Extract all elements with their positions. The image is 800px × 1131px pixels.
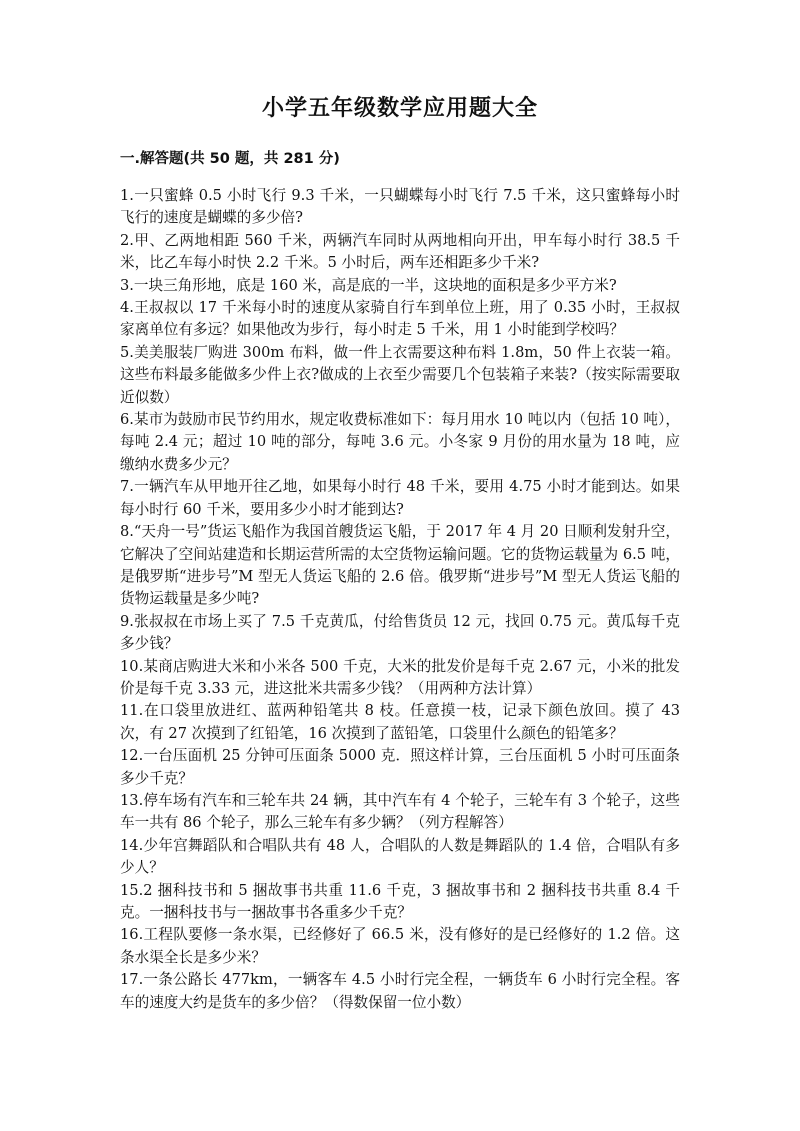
question-item: 3.一块三角形地，底是 160 米，高是底的一半，这块地的面积是多少平方米? — [120, 276, 617, 294]
question-item: 11.在口袋里放进红、蓝两种铅笔共 8 枝。任意摸一枝，记录下颜色放回。摸了 43 次，有 27 次摸到了红铅笔，16 次摸到了蓝铅笔，口袋里什么颜色的铅笔多？ — [120, 702, 680, 742]
question-item: 1.一只蜜蜂 0.5 小时飞行 9.3 千米，一只蝴蝶每小时飞行 7.5 千米，这只蜜蜂每小时飞行的速度是蝴蝶的多少倍? — [120, 187, 680, 227]
question-item: 13.停车场有汽车和三轮车共 24 辆，其中汽车有 4 个轮子，三轮车有 3 个轮子，这些车一共有 86 个轮子，那么三轮车有多少辆？（列方程解答） — [120, 791, 680, 832]
question-item: 6.某市为鼓励市民节约用水，规定收费标准如下：每月用水 10 吨以内（包括 10 吨），每吨 2.4 元；超过 10 吨的部分，每吨 3.6 元。小冬家 9 月份的用水量为 18 吨，应缴纳水费多少元？ — [120, 411, 680, 473]
question-item: 12.一台压面机 25 分钟可压面条 5000 克．照这样计算，三台压面机 5 小时可压面条多少千克？ — [120, 747, 680, 787]
section-heading: 一.解答题(共 50 题，共 281 分) — [120, 151, 340, 167]
question-item: 10.某商店购进大米和小米各 500 千克，大米的批发价是每千克 2.67 元，小米的批发价是每千克 3.33 元，进这批米共需多少钱？（用两种方法计算） — [120, 657, 680, 697]
question-list — [120, 185, 680, 1014]
question-item: 8.“天舟一号”货运飞船作为我国首艘货运飞船，于 2017 年 4 月 20 日顺利发射升空，它解决了空间站建造和长期运营所需的太空货物运输问题。它的货物运载量为 6.5 吨，是俄罗斯“进步号”M 型无人货运飞船的 2.6 倍。俄罗斯“进步号”M 型无人货运飞船的货物运载量是多少吨? — [120, 523, 680, 608]
question-item: 15.2 捆科技书和 5 捆故事书共重 11.6 千克，3 捆故事书和 2 捆科技书共重 8.4 千克。一捆科技书与一捆故事书各重多少千克？ — [120, 881, 680, 921]
question-item: 2.甲、乙两地相距 560 千米，两辆汽车同时从两地相向开出，甲车每小时行 38.5 千米，比乙车每小时快 2.2 千米。5 小时后，两车还相距多少千米? — [120, 231, 680, 272]
question-item: 17.一条公路长 477km，一辆客车 4.5 小时行完全程，一辆货车 6 小时行完全程。客车的速度大约是货车的多少倍？（得数保留一位小数） — [120, 971, 680, 1011]
question-item: 7.一辆汽车从甲地开往乙地，如果每小时行 48 千米，要用 4.75 小时才能到达。如果每小时行 60 千米，要用多少小时才能到达? — [120, 478, 680, 518]
question-item: 14.少年宫舞蹈队和合唱队共有 48 人，合唱队的人数是舞蹈队的 1.4 倍，合唱队有多少人？ — [120, 836, 680, 877]
question-item: 4.王叔叔以 17 千米每小时的速度从家骑自行车到单位上班，用了 0.35 小时，王叔叔家离单位有多远？如果他改为步行，每小时走 5 千米，用 1 小时能到学校吗？ — [120, 299, 680, 339]
question-item: 5.美美服装厂购进 300m 布料，做一件上衣需要这种布料 1.8m，50 件上衣装一箱。这些布料最多能做多少件上衣?做成的上衣至少需要几个包装箱子来装?（按实际需要取近似数） — [120, 343, 680, 406]
question-item: 16.工程队要修一条水渠，已经修好了 66.5 米，没有修好的是已经修好的 1.2 倍。这条水渠全长是多少米？ — [120, 926, 680, 966]
page-title: 小学五年级数学应用题大全 — [261, 95, 538, 121]
question-item: 9.张叔叔在市场上买了 7.5 千克黄瓜，付给售货员 12 元，找回 0.75 元。黄瓜每千克多少钱？ — [120, 612, 680, 653]
